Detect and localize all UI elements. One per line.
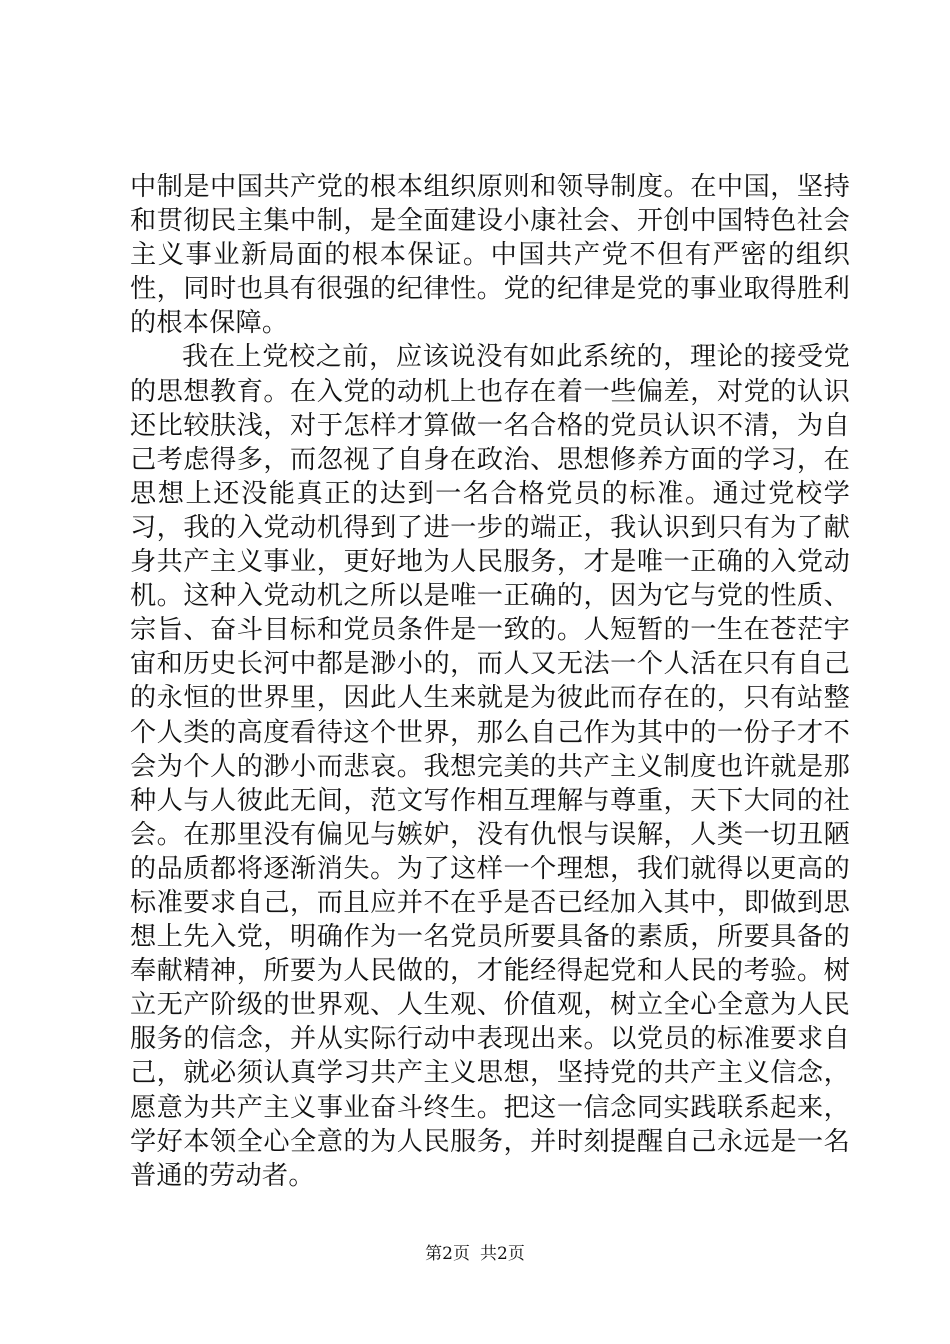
page-number-total: 共2页 (480, 1244, 525, 1264)
paragraph-continued: 中制是中国共产党的根本组织原则和领导制度。在中国，坚持和贯彻民主集中制，是全面建设小康社会、开创中国特色社会主义事业新局面的根本保证。中国共产党不但有严密的组织性，同时也具有很强的纪律性。党的纪律是党的事业取得胜利的根本保障。 (130, 172, 850, 339)
page-footer (0, 1243, 950, 1265)
paragraph-main: 我在上党校之前，应该说没有如此系统的，理论的接受党的思想教育。在入党的动机上也存在着一些偏差，对党的认识还比较肤浅，对于怎样才算做一名合格的党员认识不清，为自己考虑得多，而忽视了自身在政治、思想修养方面的学习，在思想上还没能真正的达到一名合格党员的标准。通过党校学习，我的入党动机得到了进一步的端正，我认识到只有为了献身共产主义事业，更好地为人民服务，才是唯一正确的入党动机。这种入党动机之所以是唯一正确的，因为它与党的性质、宗旨、奋斗目标和党员条件是一致的。人短暂的一生在苍茫宇宙和历史长河中都是渺小的，而人又无法一个人活在只有自己的永恒的世界里，因此人生来就是为彼此而存在的，只有站整个人类的高度看待这个世界，那么自己作为其中的一份子才不会为个人的渺小而悲哀。我想完美的共产主义制度也许就是那种人与人彼此无间，范文写作相互理解与尊重，天下大同的社会。在那里没有偏见与嫉妒，没有仇恨与误解，人类一切丑陋的品质都将逐渐消失。为了这样一个理想，我们就得以更高的标准要求自己，而且应并不在乎是否已经加入其中，即做到思想上先入党，明确作为一名党员所要具备的素质，所要具备的奉献精神，所要为人民做的，才能经得起党和人民的考验。树立无产阶级的世界观、人生观、价值观，树立全心全意为人民服务的信念，并从实际行动中表现出来。以党员的标准要求自己，就必须认真学习共产主义思想，坚持党的共产主义信念，愿意为共产主义事业奋斗终生。把这一信念同实践联系起来，学好本领全心全意的为人民服务，并时刻提醒自己永远是一名普通的劳动者。 (130, 342, 850, 1191)
document-body (130, 170, 850, 1193)
page-number-current: 第2页 (425, 1244, 470, 1264)
